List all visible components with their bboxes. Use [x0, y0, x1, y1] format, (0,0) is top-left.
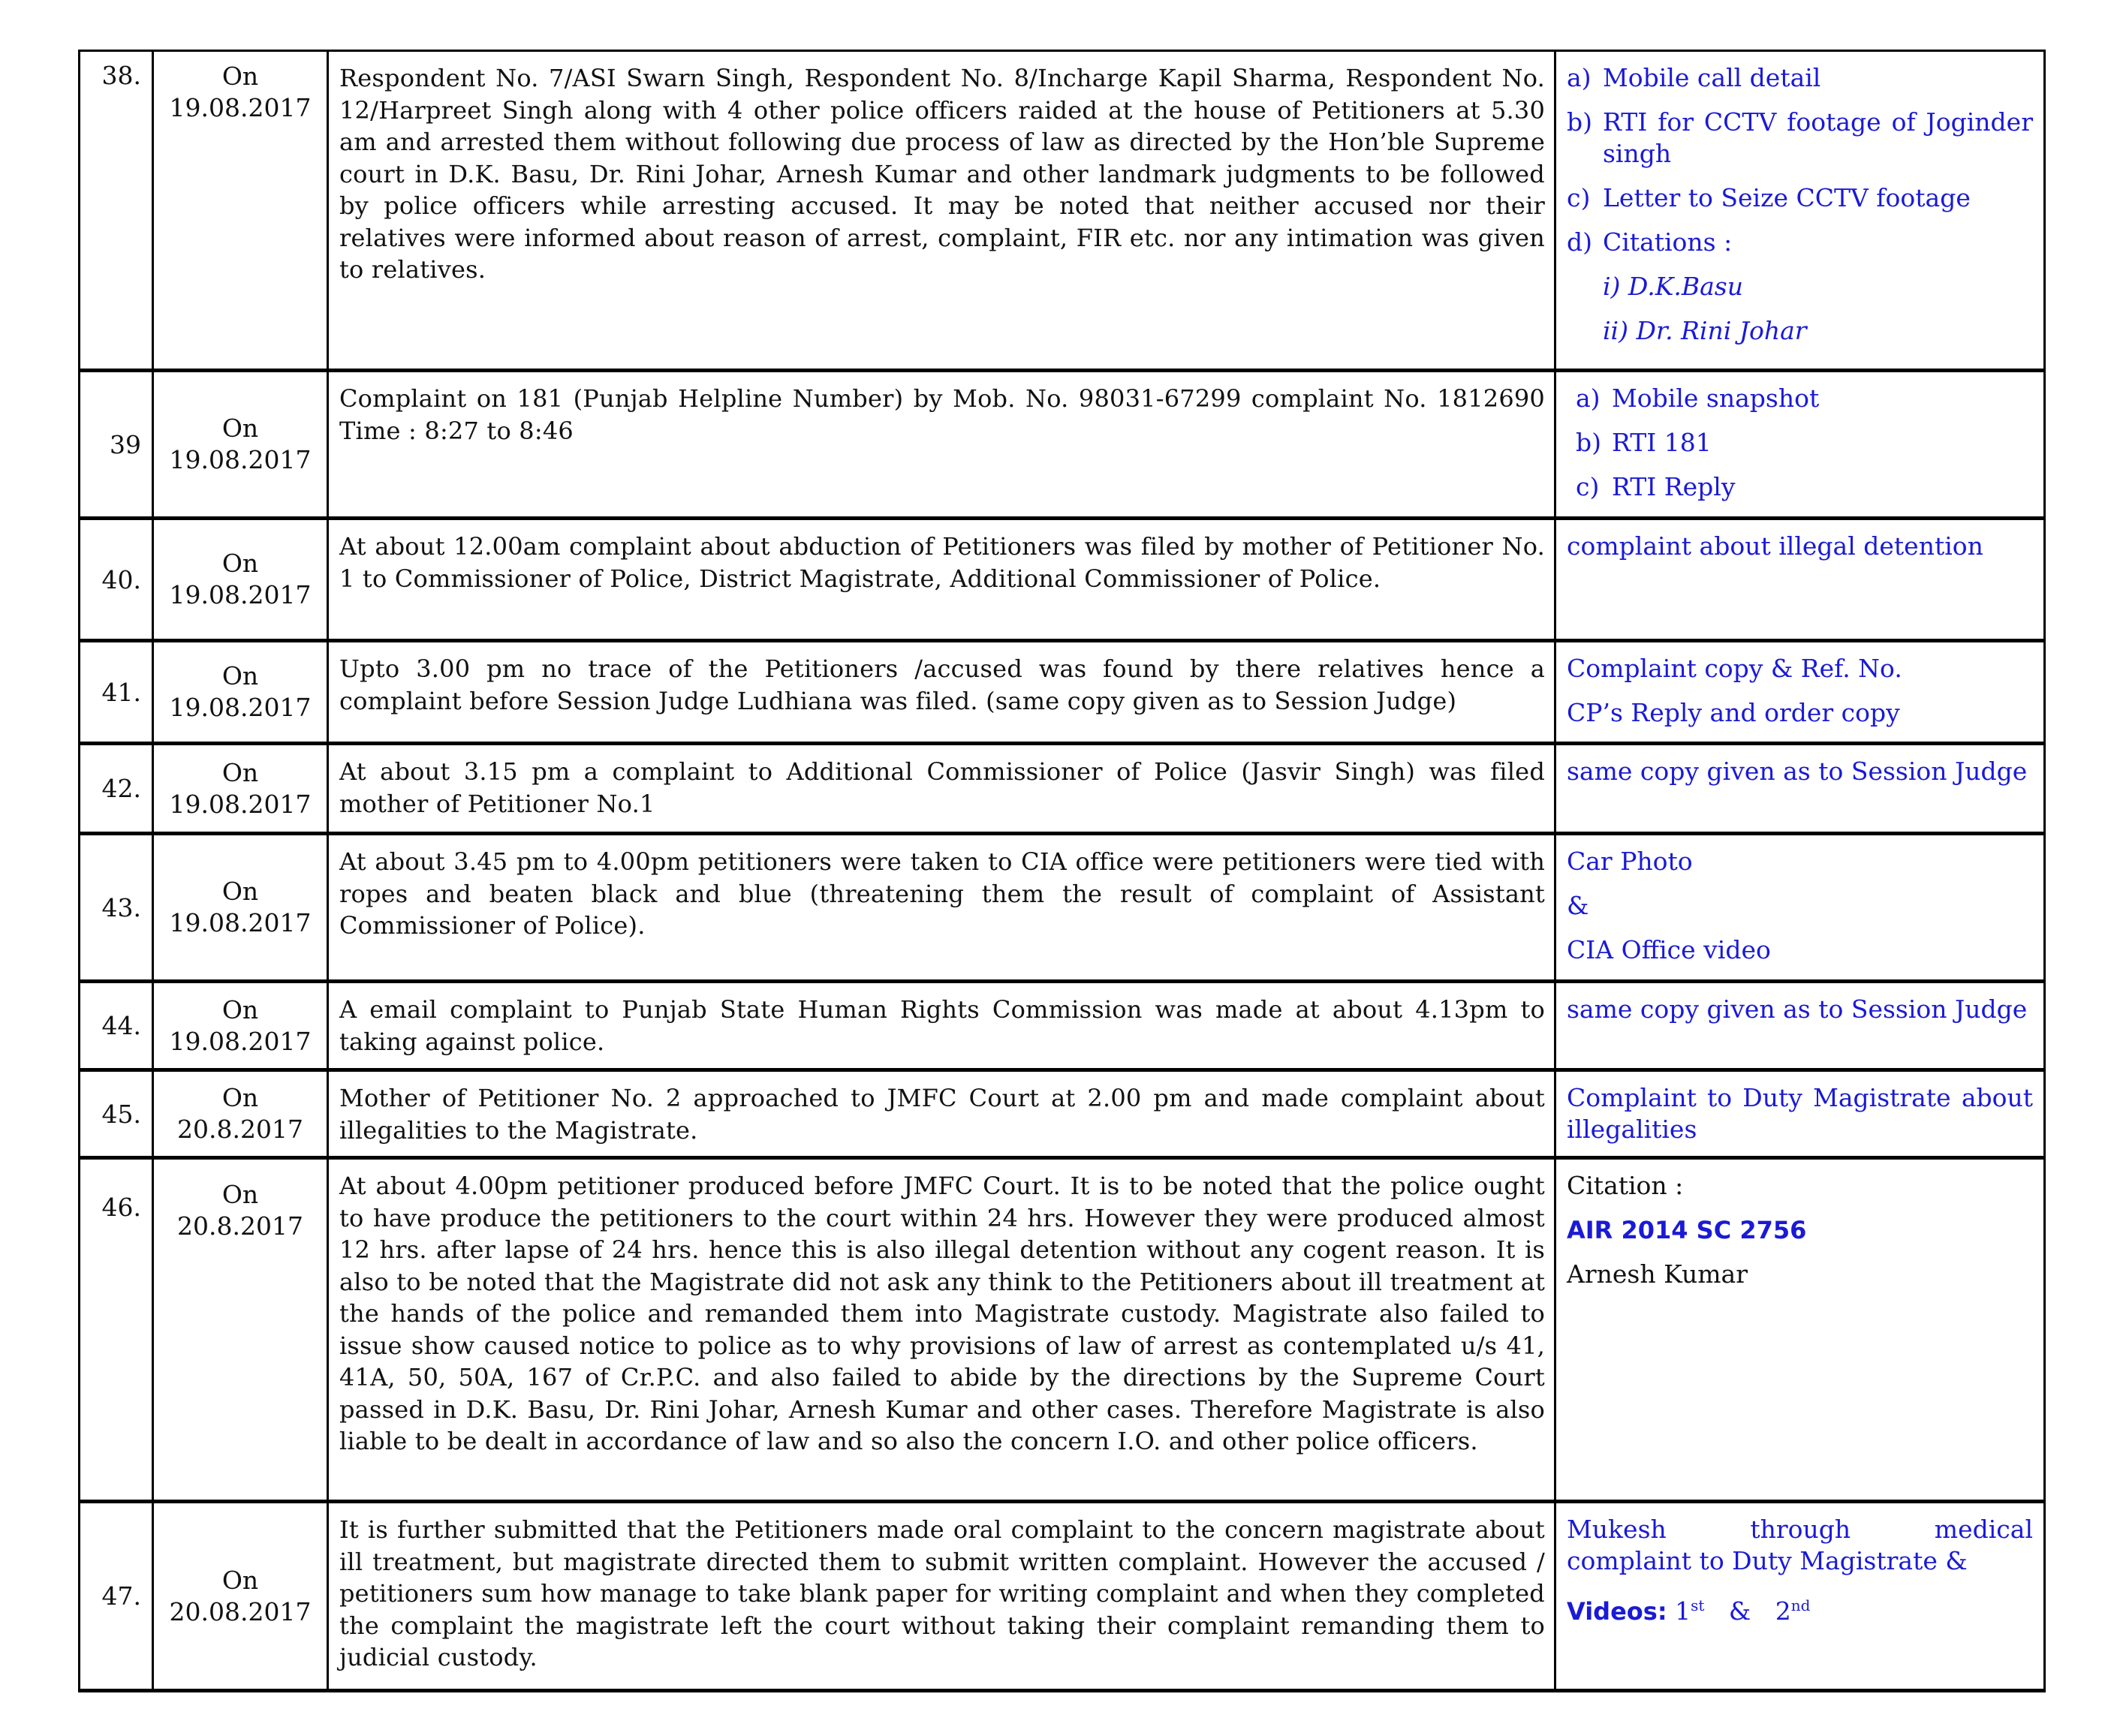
- table-row: [80, 51, 2045, 371]
- serial-number: 42.: [80, 744, 153, 834]
- chronology-table: [78, 50, 2046, 1692]
- document-item[interactable]: Complaint copy & Ref. No.: [1567, 654, 1902, 683]
- citation-item[interactable]: ii) Dr. Rini Johar: [1603, 316, 1807, 345]
- supporting-documents: [1555, 744, 2045, 834]
- document-item: d) Citations :: [1567, 227, 1733, 257]
- supporting-documents: [1555, 834, 2045, 982]
- document-item[interactable]: b) RTI for CCTV footage of Joginder singh: [1567, 107, 2033, 168]
- serial-number: 44.: [80, 982, 153, 1070]
- date-prefix: On: [221, 877, 259, 906]
- date-prefix: On: [221, 661, 259, 690]
- event-date: [153, 641, 328, 744]
- event-date: [153, 519, 328, 641]
- document-item[interactable]: same copy given as to Session Judge: [1567, 757, 2028, 786]
- date-prefix: On: [221, 414, 259, 443]
- event-date: [153, 51, 328, 371]
- date-prefix: On: [221, 1180, 259, 1209]
- table-row: [80, 519, 2045, 641]
- supporting-documents: [1555, 51, 2045, 371]
- table-row: [80, 1502, 2045, 1691]
- document-item[interactable]: complaint to Duty Magistrate &: [1567, 1546, 1968, 1575]
- serial-number: 41.: [80, 641, 153, 744]
- document-item[interactable]: c) RTI Reply: [1576, 472, 1736, 501]
- supporting-documents: [1555, 1158, 2045, 1502]
- table-row: [80, 1070, 2045, 1158]
- document-item[interactable]: a) Mobile call detail: [1567, 63, 1821, 92]
- videos-label: Videos:: [1567, 1597, 1667, 1626]
- event-description: Complaint on 181 (Punjab Helpline Number) by Mob. No. 98031-67299 complaint No. 1812690 Time : 8:27 to 8:46: [328, 371, 1555, 519]
- serial-number: 43.: [80, 834, 153, 982]
- document-item[interactable]: CP’s Reply and order copy: [1567, 698, 1900, 727]
- document-item[interactable]: Complaint to Duty Magistrate about illegalities: [1567, 1083, 2033, 1144]
- supporting-documents: [1555, 641, 2045, 744]
- event-description: At about 3.45 pm to 4.00pm petitioners were taken to CIA office were petitioners were tied with ropes and beaten black and blue (threatening them the result of complaint of Assistant Commissioner of Police).: [328, 834, 1555, 982]
- table-row: [80, 371, 2045, 519]
- serial-number: 38.: [80, 51, 153, 371]
- event-description: Mother of Petitioner No. 2 approached to JMFC Court at 2.00 pm and made complaint about illegalities to the Magistrate.: [328, 1070, 1555, 1158]
- event-description: A email complaint to Punjab State Human Rights Commission was made at about 4.13pm to taking against police.: [328, 982, 1555, 1070]
- citation-case-name: Arnesh Kumar: [1567, 1259, 1748, 1289]
- event-date: [153, 371, 328, 519]
- supporting-documents: [1555, 519, 2045, 641]
- date-value: 20.8.2017: [177, 1211, 303, 1241]
- serial-number: 46.: [80, 1158, 153, 1502]
- event-description: Upto 3.00 pm no trace of the Petitioners /accused was found by there relatives hence a complaint before Session Judge Ludhiana was filed. (same copy given as to Session Judge): [328, 641, 1555, 744]
- date-prefix: On: [221, 549, 259, 578]
- date-value: 20.8.2017: [177, 1115, 303, 1144]
- date-value: 19.08.2017: [169, 693, 312, 722]
- event-description: At about 3.15 pm a complaint to Additional Commissioner of Police (Jasvir Singh) was filed mother of Petitioner No.1: [328, 744, 1555, 834]
- supporting-documents: [1555, 1070, 2045, 1158]
- event-description: At about 12.00am complaint about abduction of Petitioners was filed by mother of Petitioner No. 1 to Commissioner of Police, District Magistrate, Additional Commissioner of Police.: [328, 519, 1555, 641]
- date-prefix: On: [221, 994, 259, 1024]
- table-row: [80, 1158, 2045, 1502]
- document-item[interactable]: a) Mobile snapshot: [1576, 384, 1820, 413]
- table-row: [80, 834, 2045, 982]
- serial-number: 39: [80, 371, 153, 519]
- serial-number: 45.: [80, 1070, 153, 1158]
- date-prefix: On: [221, 62, 259, 91]
- videos-line: [1567, 1590, 2033, 1627]
- date-value: 19.08.2017: [169, 789, 312, 819]
- date-value: 19.08.2017: [169, 580, 312, 609]
- date-value: 19.08.2017: [169, 1026, 312, 1056]
- event-date: [153, 1070, 328, 1158]
- date-value: 19.08.2017: [169, 445, 312, 474]
- table-row: [80, 982, 2045, 1070]
- video-link-2[interactable]: 2nd: [1775, 1596, 1811, 1626]
- ampersand: &: [1567, 891, 1589, 920]
- date-value: 19.08.2017: [169, 908, 312, 937]
- document-item[interactable]: Car Photo: [1567, 847, 1693, 876]
- event-date: [153, 834, 328, 982]
- date-value: 20.08.2017: [169, 1596, 312, 1626]
- date-value: 19.08.2017: [169, 93, 312, 122]
- table-row: [80, 641, 2045, 744]
- serial-number: 40.: [80, 519, 153, 641]
- document-item[interactable]: same copy given as to Session Judge: [1567, 994, 2028, 1024]
- document-item[interactable]: CIA Office video: [1567, 935, 1771, 964]
- supporting-documents: [1555, 371, 2045, 519]
- document-item[interactable]: c) Letter to Seize CCTV footage: [1567, 183, 1971, 212]
- document-item[interactable]: complaint about illegal detention: [1567, 531, 1983, 561]
- date-prefix: On: [221, 1565, 259, 1595]
- citation-label: Citation :: [1567, 1171, 1684, 1200]
- date-prefix: On: [221, 1083, 259, 1112]
- citation-item[interactable]: i) D.K.Basu: [1603, 272, 1743, 301]
- date-prefix: On: [221, 757, 259, 787]
- event-date: [153, 744, 328, 834]
- ampersand: &: [1728, 1596, 1751, 1626]
- event-date: [153, 982, 328, 1070]
- table-row: [80, 744, 2045, 834]
- document-item[interactable]: Mukesh through medical: [1567, 1515, 2033, 1544]
- event-description: At about 4.00pm petitioner produced before JMFC Court. It is to be noted that the police ought to have produce the petitioners to the court within 24 hrs. However they were produced almost 12 hrs. after lapse of 24 hrs. hence this is also illegal detention without any cogent reason. It is also to be noted that the Magistrate did not ask any think to the Petitioners about ill treatment at the hands of the police and remanded them into Magistrate custody. Magistrate also failed to issue show caused notice to police as to why provisions of law of arrest as contemplated u/s 41, 41A, 50, 50A, 167 of Cr.P.C. and also failed to abide by the directions by the Supreme Court passed in D.K. Basu, Dr. Rini Johar, Arnesh Kumar and other cases. Therefore Magistrate is also liable to be dealt in accordance of law and so also the concern I.O. and other police officers.: [328, 1158, 1555, 1502]
- supporting-documents: [1555, 982, 2045, 1070]
- event-description: Respondent No. 7/ASI Swarn Singh, Respondent No. 8/Incharge Kapil Sharma, Respondent No. 12/Harpreet Singh along with 4 other police officers raided at the house of Petitioners at 5.30 am and arrested them without following due process of law as directed by the Hon’ble Supreme court in D.K. Basu, Dr. Rini Johar, Arnesh Kumar and other landmark judgments to be followed by police officers while arresting accused. It may be noted that neither accused nor their relatives were informed about reason of arrest, complaint, FIR etc. nor any intimation was given to relatives.: [328, 51, 1555, 371]
- supporting-documents: [1555, 1502, 2045, 1691]
- event-description: It is further submitted that the Petitioners made oral complaint to the concern magistrate about ill treatment, but magistrate directed them to submit written complaint. However the accused / petitioners sum how manage to take blank paper for writing complaint and when they completed the complaint the magistrate left the court without taking their complaint remanding them to judicial custody.: [328, 1502, 1555, 1691]
- event-date: [153, 1502, 328, 1691]
- video-link-1[interactable]: 1st: [1675, 1596, 1705, 1626]
- citation-reference[interactable]: AIR 2014 SC 2756: [1567, 1216, 1807, 1244]
- document-item[interactable]: b) RTI 181: [1576, 428, 1712, 457]
- serial-number: 47.: [80, 1502, 153, 1691]
- event-date: [153, 1158, 328, 1502]
